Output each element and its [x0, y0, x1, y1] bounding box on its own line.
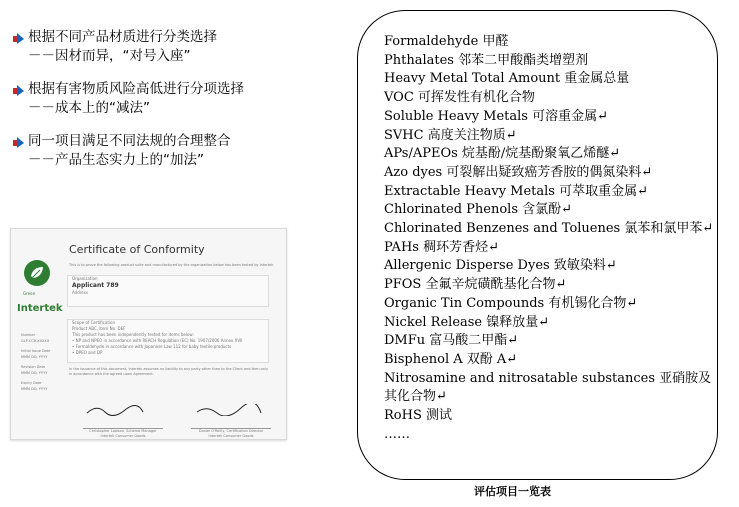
bullet-group-2: [12, 80, 312, 118]
arrow-bullet-icon: [12, 135, 26, 149]
arrow-bullet-icon: [12, 83, 26, 97]
organization-box: [67, 275, 269, 307]
certificate-footer: In the issuance of this document, Intertek assumes no liability to any party other than to the Client and then only in accordance with the agreed upon Agreement.: [69, 367, 269, 376]
certificate-intro: This is to prove the following product suite and manufactured by the organization below has been tested by Intertek: [69, 263, 274, 267]
side-value: MMM DD, YYYY: [21, 387, 48, 391]
bullet-group-1: [12, 28, 312, 66]
arrow-bullet-icon: [12, 31, 26, 45]
intertek-brand: Intertek: [17, 303, 63, 314]
bullet-line: [12, 28, 312, 47]
signature-org: Intertek Consumer Goods: [100, 434, 146, 438]
signature-org: Intertek Consumer Goods: [208, 434, 254, 438]
applicant-address: Address: [72, 290, 88, 295]
list-item: Soluble Heavy Metals 可溶重金属↵: [384, 108, 609, 124]
list-item: Azo dyes 可裂解出疑致癌芳香胺的偶氮染料↵: [384, 164, 653, 180]
organization-label: Organization: [72, 276, 98, 281]
scope-line: • DPEO and DP: [72, 350, 103, 355]
side-label: Initial Issue Date: [21, 349, 51, 353]
list-item: Phthalates 邻苯二甲酸酯类增塑剂: [384, 52, 589, 68]
scope-line: • Formaldehyde in accordance with Japanese Law 112 for baby textile products: [72, 344, 232, 349]
logo-green-text: Green: [23, 291, 36, 296]
list-item: Nitrosamine and nitrosatable substances 亚硝胺及: [384, 370, 712, 386]
bullet-sub-text: －－产品生态实力上的“加法”: [28, 152, 204, 168]
list-item: Formaldehyde 甲醛: [384, 34, 509, 49]
side-label: Expiry Date: [21, 381, 42, 385]
intertek-green-logo-icon: [23, 259, 51, 287]
list-item: Bisphenol A 双酚 A↵: [384, 351, 518, 367]
assessment-items-list: [384, 33, 713, 444]
list-item: Allergenic Disperse Dyes 致敏染料↵: [384, 258, 617, 274]
bullet-main-text: 同一项目满足不同法规的合理整合: [28, 133, 231, 149]
list-item: PAHs 稠环芳香烃↵: [384, 239, 499, 255]
list-item: APs/APEOs 烷基酚/烷基酚聚氧乙烯醚↵: [384, 146, 621, 162]
list-item: Heavy Metal Total Amount 重金属总量: [384, 71, 630, 87]
side-label: Number: [21, 333, 36, 337]
bullet-sub-text: －－因材而异，“对号入座”: [28, 48, 191, 64]
list-item: Nickel Release 镍释放量↵: [384, 314, 550, 330]
bullet-list: [12, 28, 312, 184]
signature-scribble-icon: [191, 404, 271, 416]
scope-line: Product ABC, Item No. DEF: [72, 326, 126, 331]
bullet-main-text: 根据不同产品材质进行分类选择: [28, 29, 217, 45]
side-value: MMM DD, YYYY: [21, 371, 48, 375]
list-item: Chlorinated Phenols 含氯酚↵: [384, 202, 573, 218]
side-label: Revision Date: [21, 365, 46, 369]
signature-name: Daniel O'Reilly, Certification Director: [198, 429, 264, 433]
signature-2: [191, 401, 271, 439]
list-item: Chlorinated Benzenes and Toluenes 氯苯和氯甲苯↵: [384, 221, 714, 237]
list-item: Organic Tin Compounds 有机锡化合物↵: [384, 295, 638, 311]
panel-caption: 评估项目一览表: [474, 485, 551, 498]
scope-line: • NP and NPEO in accordance with REACH Regulation (EC) No. 1907/2006 Annex XVII: [72, 338, 243, 343]
list-item: 其化合物↵: [384, 389, 447, 405]
bullet-sub-text: －－成本上的“减法”: [28, 100, 150, 116]
side-value: MMM DD, YYYY: [21, 355, 48, 359]
bullet-group-3: [12, 132, 312, 170]
list-item: VOC 可挥发性有机化合物: [384, 90, 535, 106]
assessment-items-panel: [357, 10, 718, 480]
list-item: SVHC 高度关注物质↵: [384, 127, 517, 143]
certificate-sidebar: [11, 229, 61, 439]
list-item: Extractable Heavy Metals 可萃取重金属↵: [384, 183, 649, 199]
side-value: GLP-CCR-XXXXX: [21, 339, 50, 343]
signature-1: [83, 401, 163, 439]
list-item: PFOS 全氟辛烷磺酰基化合物↵: [384, 277, 567, 293]
list-item: RoHS 测试: [384, 408, 452, 424]
scope-box: [67, 319, 269, 363]
signature-scribble-icon: [83, 404, 163, 416]
signature-name: Christopher Lawson, Scheme Manager: [89, 429, 157, 433]
bullet-line: [12, 80, 312, 99]
bullet-line: [12, 132, 312, 151]
scope-label: Scope of Certification: [72, 320, 115, 325]
applicant-name: Applicant 789: [72, 282, 119, 289]
certificate-title: Certificate of Conformity: [69, 243, 205, 256]
list-item: ……: [384, 426, 410, 442]
bullet-main-text: 根据有害物质风险高低进行分项选择: [28, 81, 244, 97]
list-item: DMFu 富马酸二甲酯↵: [384, 333, 519, 349]
certificate-image: [10, 228, 287, 440]
scope-line: This product has been independently tested for items below:: [72, 332, 194, 337]
